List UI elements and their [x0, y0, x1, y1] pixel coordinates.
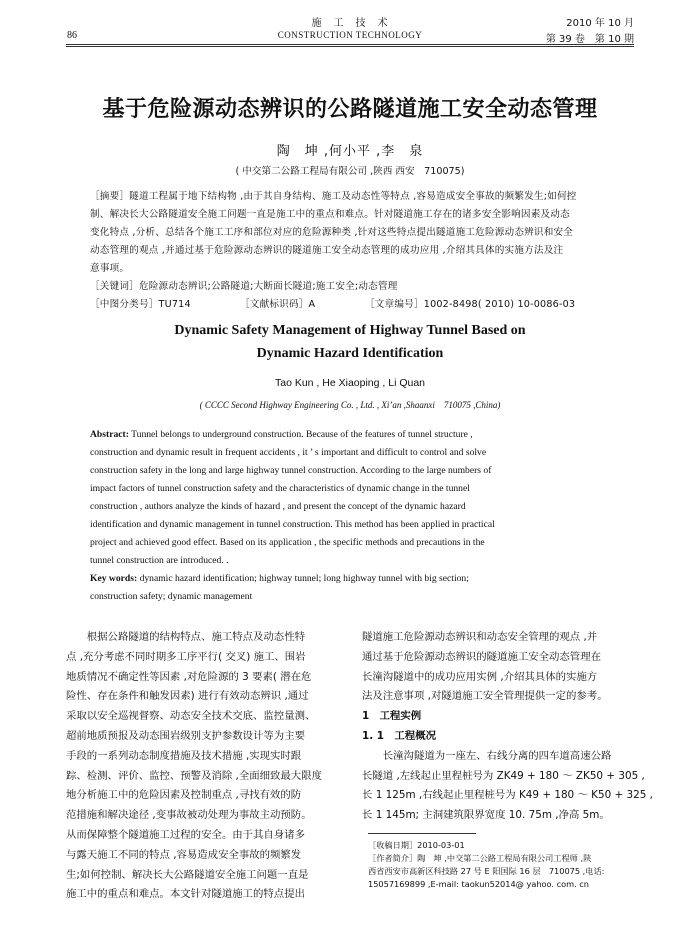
title-en-line2: Dynamic Hazard Identification [256, 346, 444, 361]
abstract-en-label: Abstract: [90, 429, 129, 440]
abstract-en-line: impact factors of tunnel construction safety and the characteristics of dynamic change in the tunnel [90, 483, 470, 494]
body-line: 长 1 125m ,右线起止里程桩号为 K49 + 180 ～ K50 + 325 , [362, 789, 653, 802]
author-contact: 15057169899 ,E-mail: taokun52014@ yahoo. com. cn [368, 879, 589, 889]
affiliation-cn: ( 中交第二公路工程局有限公司 ,陕西 西安 710075) [235, 166, 465, 177]
issue-date: 2010 年 10 月 [566, 18, 634, 29]
body-line: 手段的一系列动态制度措施及技术措施 ,实现实时跟 [66, 749, 302, 762]
classification-row [90, 300, 620, 318]
abstract-en [90, 430, 612, 610]
keywords-en-label: Key words: [90, 573, 138, 584]
body-line: 点 ,充分考虑不同时期多工序平行( 交叉) 施工、围岩 [66, 650, 306, 663]
author-bio: 西省西安市高新区科技路 27 号 E 阳国际 16 层 710075 ,电话: [368, 866, 605, 876]
issue-volume: 第 39 卷 第 10 期 [545, 34, 634, 45]
abstract-en-line: Tunnel belongs to underground construction. Because of the features of tunnel structure , [128, 429, 473, 440]
keywords-en-line: construction safety; dynamic management [90, 591, 253, 602]
body-line: 超前地质预报及动态围岩级别支护参数设计等为主要 [66, 729, 305, 742]
body-line: 险性、存在条件和触发因素) 进行有效动态辨识 ,通过 [66, 690, 309, 703]
abstract-en-line: construction and dynamic result in frequent accidents , it ’ s important and difficult to control and solve [90, 447, 487, 458]
body-line: 长隧道 ,左线起止里程桩号为 ZK49 + 180 ～ ZK50 + 305 , [362, 769, 645, 782]
body-line: 采取以安全巡视督察、动态安全技术交底、监控量测、 [66, 710, 316, 723]
abstract-cn [90, 192, 620, 318]
abstract-en-line: construction safety in the long and large highway tunnel construction. According to the large numbers of [90, 465, 492, 476]
body-line: 踪、检测、评价、监控、预警及消除 ,全面细致最大限度 [66, 769, 322, 782]
body-line: 生;如何控制、解决长大公路隧道安全施工问题一直是 [66, 868, 309, 881]
footnote-rule [368, 833, 476, 834]
journal-name-cn: 施 工 技 术 [311, 18, 389, 29]
page-number: 86 [67, 30, 77, 41]
abstract-cn-line: ［摘要］隧道工程属于地下结构物 ,由于其自身结构、施工及动态性等特点 ,容易造成安全事故的频繁发生;如何控 [90, 191, 577, 202]
body-line: 地分析施工中的危险因素及控制重点 ,寻找有效的防 [66, 789, 302, 802]
clc-number: ［中图分类号］TU714 [90, 299, 191, 310]
authors-en: Tao Kun , He Xiaoping , Li Quan [274, 377, 425, 389]
body-line: 范措施和解决途径 ,变事故被动处理为事故主动预防。 [66, 809, 312, 822]
header-rule-2 [66, 46, 634, 47]
body-line: 施工中的重点和难点。本文针对隧道施工的特点提出 [66, 888, 305, 901]
footnote [368, 839, 636, 891]
abstract-en-line: construction , authors analyze the kinds of hazard , and present the concept of the dynamic hazard [90, 501, 466, 512]
title-en-line1: Dynamic Safety Management of Highway Tunnel Based on [174, 323, 526, 338]
document-code: ［文献标识码］A [240, 299, 316, 310]
body-line: 长潼沟隧道为一座左、右线分离的四车道高速公路 [362, 749, 612, 762]
keywords-en-line: dynamic hazard identification; highway tunnel; long highway tunnel with big section; [137, 573, 469, 584]
body-line: 通过基于危险源动态辨识的隧道施工安全动态管理在 [362, 650, 601, 663]
body-line: 与露天施工不同的特点 ,容易造成安全事故的频繁发 [66, 848, 302, 861]
header-rule [66, 44, 634, 45]
abstract-cn-line: 制、解决长大公路隧道安全施工问题一直是施工中的重点和难点。针对隧道施工存在的诸多安全影响因素及动态 [90, 209, 570, 220]
subsection-heading: 1. 1 工程概况 [362, 729, 436, 742]
body-line: 隧道施工危险源动态辨识和动态安全管理的观点 ,并 [362, 631, 598, 643]
journal-name-en: CONSTRUCTION TECHNOLOGY [277, 30, 423, 40]
section-heading: 1 工程实例 [362, 710, 422, 723]
left-column [66, 632, 344, 909]
body-line: 长潼沟隧道中的成功应用实例 ,介绍其具体的实施方 [362, 670, 598, 683]
abstract-en-line: tunnel construction are introduced. . [90, 555, 229, 566]
keywords-cn: ［关键词］危险源动态辨识;公路隧道;大断面长隧道;施工安全;动态管理 [90, 281, 398, 292]
author-bio: ［作者简介］陶 坤 ,中交第二公路工程局有限公司工程师 ,陕 [368, 853, 592, 863]
abstract-cn-line: 变化特点 ,分析、总结各个施工工序和部位对应的危险源种类 ,针对这些特点提出隧道施工危险源动态辨识和安全 [90, 227, 574, 238]
abstract-en-line: project and achieved good effect. Based on its application , the specific methods and precautions in the [90, 537, 485, 548]
article-number: ［文章编号］1002-8498( 2010) 10-0086-03 [365, 299, 576, 310]
body-line: 根据公路隧道的结构特点、施工特点及动态性特 [66, 631, 305, 643]
abstract-cn-line: 动态管理的观点 ,并通过基于危险源动态辨识的隧道施工安全动态管理的成功应用 ,介绍其具体的实施方法及注 [90, 245, 564, 256]
title-cn: 基于危险源动态辨识的公路隧道施工安全动态管理 [102, 97, 598, 122]
authors-cn: 陶 坤 ,何小平 ,李 泉 [276, 144, 424, 159]
body-line: 地质情况不确定性等因素 ,对危险源的 3 要素( 潜在危 [66, 670, 312, 683]
body-line: 长 1 145m; 主洞建筑限界宽度 10. 75m ,净高 5m。 [362, 809, 610, 822]
body-line: 从而保障整个隧道施工过程的安全。由于其自身诸多 [66, 828, 305, 841]
affiliation-en: ( CCCC Second Highway Engineering Co. , Ltd. , Xi’an ,Shaanxi 710075 ,China) [199, 400, 501, 410]
received-date: ［收稿日期］2010-03-01 [368, 840, 465, 850]
abstract-cn-line: 意事项。 [90, 263, 130, 274]
abstract-en-line: identification and dynamic management in tunnel construction. This method has been applied in practical [90, 519, 495, 530]
right-column [362, 631, 653, 830]
body-line: 法及注意事项 ,对隧道施工安全管理提供一定的参考。 [362, 690, 608, 703]
